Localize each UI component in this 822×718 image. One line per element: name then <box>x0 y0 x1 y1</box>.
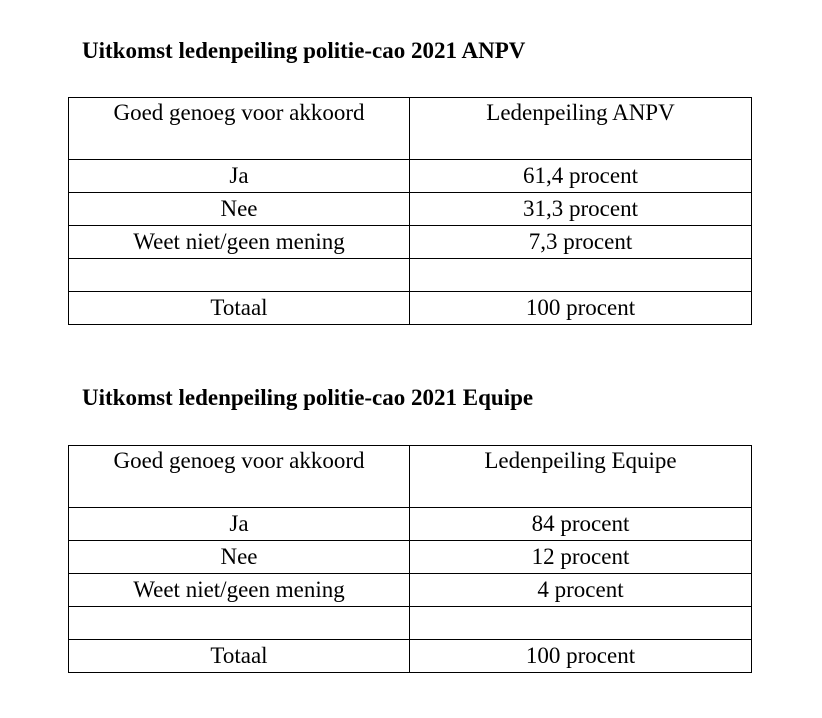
total-label-cell: Totaal <box>69 640 410 673</box>
answer-cell: Nee <box>69 541 410 574</box>
table-row <box>69 574 752 607</box>
percentage-cell: 4 procent <box>410 574 752 607</box>
answer-cell: Weet niet/geen mening <box>69 574 410 607</box>
total-value-cell: 100 procent <box>410 640 752 673</box>
table-title-equipe: Uitkomst ledenpeiling politie-cao 2021 Equipe <box>82 385 534 410</box>
table-row <box>69 508 752 541</box>
answer-cell: Ja <box>69 160 410 193</box>
table-row <box>69 160 752 193</box>
table-row-total <box>69 640 752 673</box>
table-row-empty <box>69 607 752 640</box>
answer-cell <box>69 259 410 292</box>
percentage-cell <box>410 607 752 640</box>
answer-cell: Nee <box>69 193 410 226</box>
header-cell-poll: Ledenpeiling ANPV <box>410 98 752 160</box>
table-row <box>69 193 752 226</box>
table-header-row <box>69 446 752 508</box>
results-table-anpv <box>68 97 752 325</box>
table-header-row <box>69 98 752 160</box>
table-row <box>69 226 752 259</box>
header-cell-question: Goed genoeg voor akkoord <box>69 446 410 508</box>
header-cell-question: Goed genoeg voor akkoord <box>69 98 410 160</box>
percentage-cell <box>410 259 752 292</box>
percentage-cell: 61,4 procent <box>410 160 752 193</box>
percentage-cell: 12 procent <box>410 541 752 574</box>
answer-cell: Ja <box>69 508 410 541</box>
answer-cell <box>69 607 410 640</box>
results-table-equipe <box>68 445 752 673</box>
answer-cell: Weet niet/geen mening <box>69 226 410 259</box>
table-title-anpv: Uitkomst ledenpeiling politie-cao 2021 ANPV <box>82 38 526 63</box>
percentage-cell: 84 procent <box>410 508 752 541</box>
percentage-cell: 7,3 procent <box>410 226 752 259</box>
table-row-empty <box>69 259 752 292</box>
header-cell-poll: Ledenpeiling Equipe <box>410 446 752 508</box>
total-label-cell: Totaal <box>69 292 410 325</box>
table-row-total <box>69 292 752 325</box>
table-row <box>69 541 752 574</box>
total-value-cell: 100 procent <box>410 292 752 325</box>
percentage-cell: 31,3 procent <box>410 193 752 226</box>
